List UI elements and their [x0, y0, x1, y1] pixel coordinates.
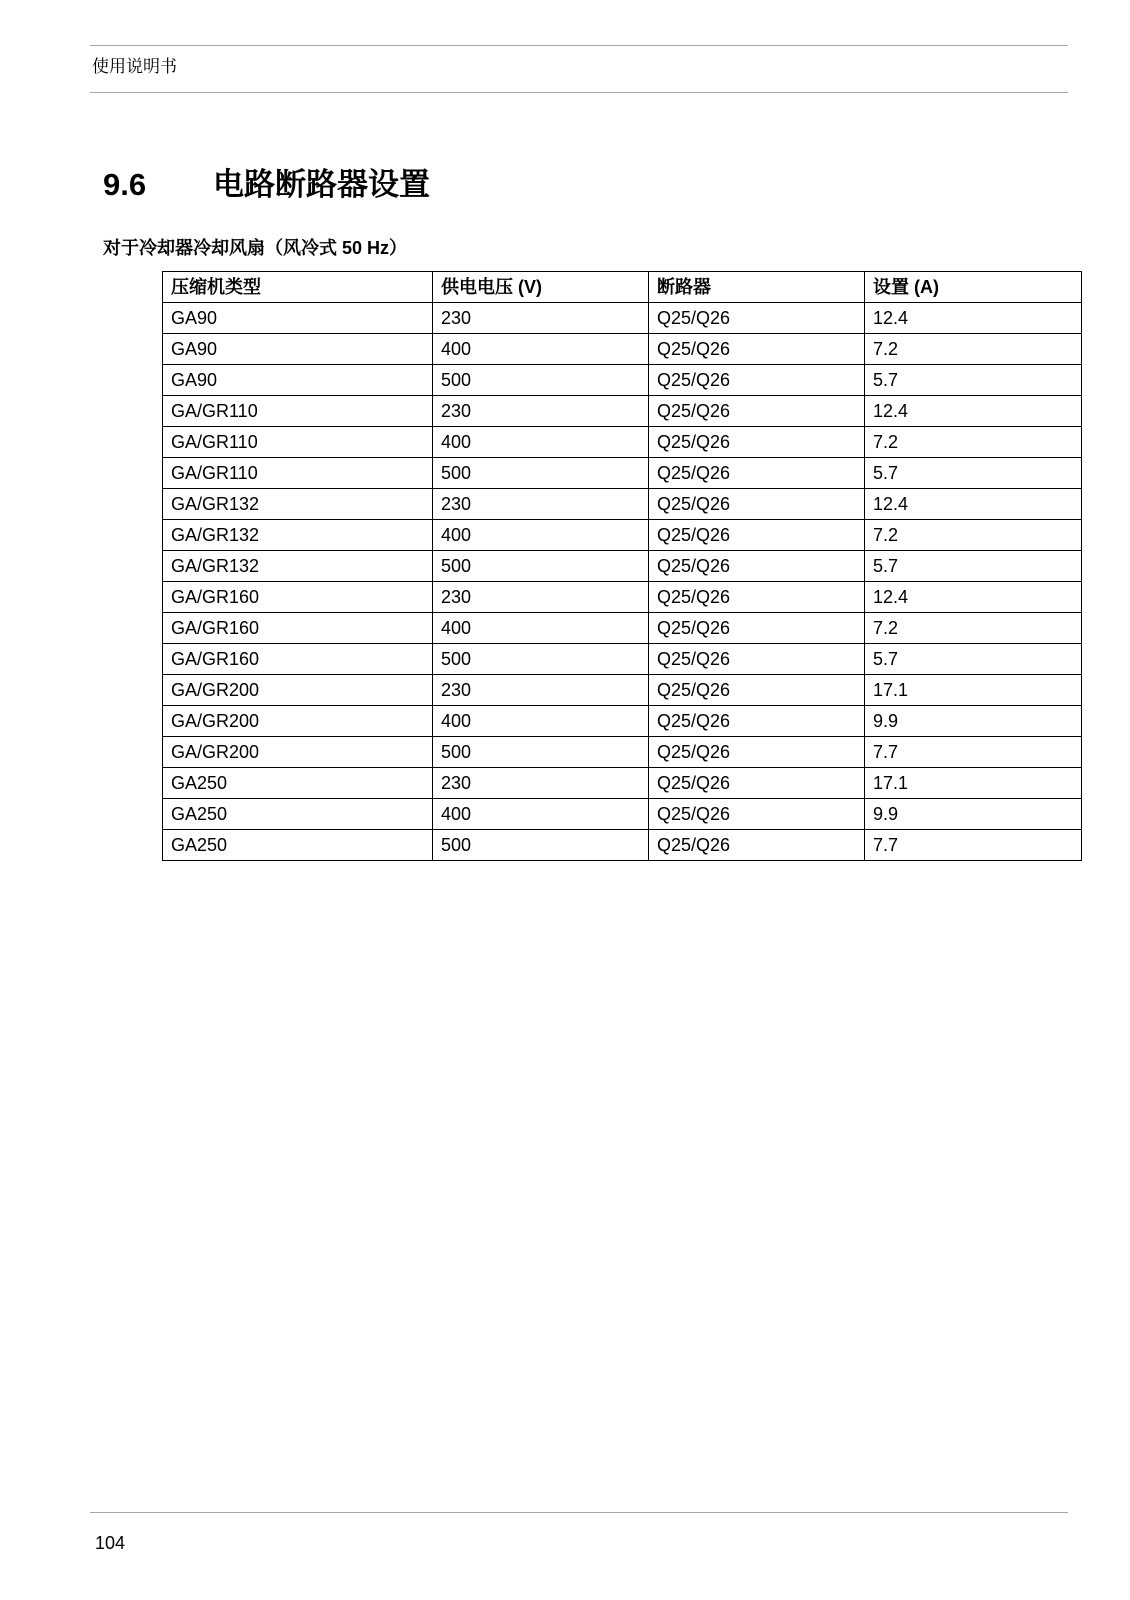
section-number: 9.6 — [103, 167, 147, 202]
cell-supply-voltage: 230 — [433, 675, 649, 706]
cell-supply-voltage: 400 — [433, 334, 649, 365]
cell-circuit-breaker: Q25/Q26 — [649, 551, 865, 582]
cell-compressor-type: GA250 — [163, 768, 433, 799]
header-bottom-divider — [90, 92, 1068, 93]
cell-supply-voltage: 500 — [433, 644, 649, 675]
cell-compressor-type: GA250 — [163, 830, 433, 861]
cell-circuit-breaker: Q25/Q26 — [649, 706, 865, 737]
cell-setting: 7.2 — [865, 613, 1082, 644]
cell-circuit-breaker: Q25/Q26 — [649, 427, 865, 458]
cell-circuit-breaker: Q25/Q26 — [649, 334, 865, 365]
table-row — [163, 365, 1082, 396]
cell-compressor-type: GA/GR110 — [163, 427, 433, 458]
cell-compressor-type: GA90 — [163, 365, 433, 396]
table-row — [163, 644, 1082, 675]
column-header-compressor-type: 压缩机类型 — [163, 272, 433, 303]
cell-setting: 5.7 — [865, 365, 1082, 396]
column-header-setting: 设置 (A) — [865, 272, 1082, 303]
header-top-divider — [90, 45, 1068, 46]
cell-setting: 9.9 — [865, 706, 1082, 737]
cell-compressor-type: GA/GR200 — [163, 706, 433, 737]
table-row — [163, 334, 1082, 365]
circuit-breaker-settings-table — [162, 271, 1082, 861]
cell-setting: 12.4 — [865, 582, 1082, 613]
cell-compressor-type: GA/GR132 — [163, 520, 433, 551]
cell-setting: 12.4 — [865, 489, 1082, 520]
cell-setting: 7.7 — [865, 830, 1082, 861]
cell-circuit-breaker: Q25/Q26 — [649, 396, 865, 427]
cell-supply-voltage: 230 — [433, 396, 649, 427]
cell-supply-voltage: 230 — [433, 303, 649, 334]
footer-divider — [90, 1512, 1068, 1513]
column-header-supply-voltage: 供电电压 (V) — [433, 272, 649, 303]
cell-circuit-breaker: Q25/Q26 — [649, 458, 865, 489]
cell-supply-voltage: 400 — [433, 520, 649, 551]
cell-circuit-breaker: Q25/Q26 — [649, 520, 865, 551]
cell-compressor-type: GA/GR132 — [163, 489, 433, 520]
table-row — [163, 582, 1082, 613]
cell-compressor-type: GA/GR200 — [163, 737, 433, 768]
cell-compressor-type: GA/GR132 — [163, 551, 433, 582]
table-header-row — [163, 272, 1082, 303]
cell-supply-voltage: 400 — [433, 427, 649, 458]
cell-circuit-breaker: Q25/Q26 — [649, 365, 865, 396]
table-row — [163, 396, 1082, 427]
cell-supply-voltage: 500 — [433, 551, 649, 582]
table-row — [163, 613, 1082, 644]
cell-supply-voltage: 400 — [433, 613, 649, 644]
cell-circuit-breaker: Q25/Q26 — [649, 582, 865, 613]
cell-circuit-breaker: Q25/Q26 — [649, 737, 865, 768]
table-row — [163, 458, 1082, 489]
section-title: 电路断路器设置 — [213, 167, 430, 202]
cell-supply-voltage: 500 — [433, 830, 649, 861]
table-row — [163, 706, 1082, 737]
cell-compressor-type: GA/GR160 — [163, 613, 433, 644]
cell-setting: 7.2 — [865, 427, 1082, 458]
cell-supply-voltage: 230 — [433, 582, 649, 613]
cell-supply-voltage: 400 — [433, 706, 649, 737]
cell-setting: 12.4 — [865, 303, 1082, 334]
cell-setting: 7.2 — [865, 334, 1082, 365]
table-row — [163, 799, 1082, 830]
cell-setting: 5.7 — [865, 644, 1082, 675]
cell-circuit-breaker: Q25/Q26 — [649, 799, 865, 830]
cell-setting: 9.9 — [865, 799, 1082, 830]
cell-setting: 7.7 — [865, 737, 1082, 768]
cell-supply-voltage: 230 — [433, 768, 649, 799]
cell-supply-voltage: 400 — [433, 799, 649, 830]
cell-supply-voltage: 230 — [433, 489, 649, 520]
table-row — [163, 675, 1082, 706]
cell-circuit-breaker: Q25/Q26 — [649, 644, 865, 675]
cell-circuit-breaker: Q25/Q26 — [649, 303, 865, 334]
cell-supply-voltage: 500 — [433, 365, 649, 396]
cell-compressor-type: GA/GR200 — [163, 675, 433, 706]
cell-setting: 17.1 — [865, 675, 1082, 706]
cell-setting: 12.4 — [865, 396, 1082, 427]
cell-compressor-type: GA/GR160 — [163, 644, 433, 675]
cell-supply-voltage: 500 — [433, 458, 649, 489]
cell-circuit-breaker: Q25/Q26 — [649, 675, 865, 706]
table-row — [163, 489, 1082, 520]
page-number: 104 — [95, 1533, 126, 1553]
cell-setting: 5.7 — [865, 458, 1082, 489]
cell-setting: 7.2 — [865, 520, 1082, 551]
table-row — [163, 520, 1082, 551]
table-row — [163, 768, 1082, 799]
document-header-title: 使用说明书 — [92, 57, 177, 76]
cell-circuit-breaker: Q25/Q26 — [649, 768, 865, 799]
cell-setting: 5.7 — [865, 551, 1082, 582]
cell-circuit-breaker: Q25/Q26 — [649, 830, 865, 861]
cell-compressor-type: GA90 — [163, 303, 433, 334]
cell-compressor-type: GA/GR110 — [163, 458, 433, 489]
table-row — [163, 830, 1082, 861]
cell-supply-voltage: 500 — [433, 737, 649, 768]
cell-compressor-type: GA90 — [163, 334, 433, 365]
table-body — [163, 303, 1082, 861]
cell-compressor-type: GA/GR160 — [163, 582, 433, 613]
column-header-circuit-breaker: 断路器 — [649, 272, 865, 303]
table-row — [163, 303, 1082, 334]
cell-compressor-type: GA250 — [163, 799, 433, 830]
table-row — [163, 551, 1082, 582]
cell-compressor-type: GA/GR110 — [163, 396, 433, 427]
table-subheading: 对于冷却器冷却风扇（风冷式 50 Hz） — [103, 238, 408, 258]
table-row — [163, 737, 1082, 768]
section-heading — [103, 163, 430, 207]
cell-circuit-breaker: Q25/Q26 — [649, 613, 865, 644]
cell-circuit-breaker: Q25/Q26 — [649, 489, 865, 520]
cell-setting: 17.1 — [865, 768, 1082, 799]
table-row — [163, 427, 1082, 458]
